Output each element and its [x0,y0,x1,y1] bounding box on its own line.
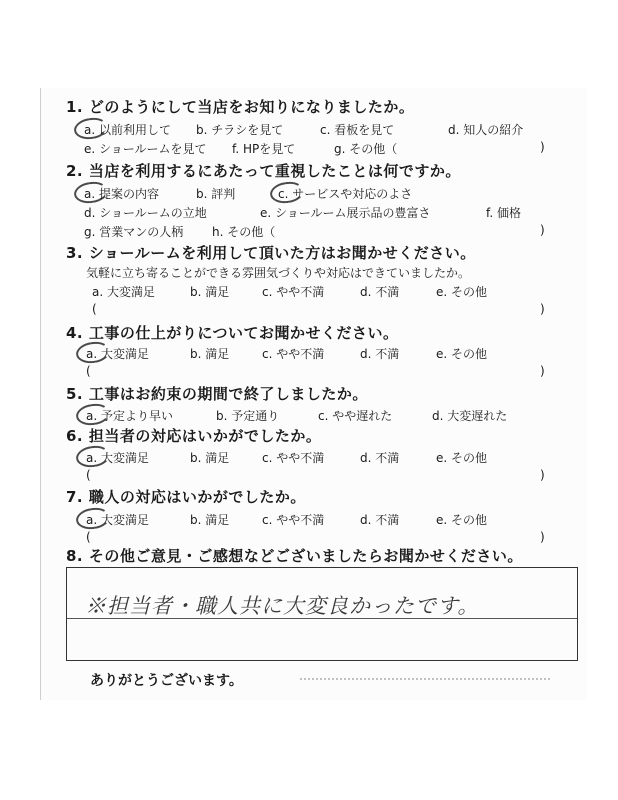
q4-option-e[interactable]: e. その他 [436,347,488,361]
q7-option-c[interactable]: c. やや不満 [262,513,325,527]
q5-option-b[interactable]: b. 予定通り [216,409,280,423]
q7-option-d[interactable]: d. 不満 [360,513,400,527]
q3-option-d[interactable]: d. 不満 [360,285,400,299]
q3-open-paren: ( [92,302,97,316]
thank-you-text: ありがとうございます。 [90,673,243,689]
q4-close-paren: ) [540,364,545,378]
comment-box-divider [67,618,577,619]
q5-option-d[interactable]: d. 大変遅れた [432,409,508,423]
question-6-title: 6. 担当者の対応はいかがでしたか。 [66,427,322,445]
q4-option-d[interactable]: d. 不満 [360,347,400,361]
q7-close-paren: ) [540,530,545,544]
question-8-title: 8. その他ご意見・ご感想などございましたらお聞かせください。 [66,547,523,565]
comment-box[interactable] [66,567,578,661]
q2-option-f[interactable]: f. 価格 [486,206,521,220]
question-7-title: 7. 職人の対応はいかがでしたか。 [66,488,306,506]
q1-option-c[interactable]: c. 看板を見て [320,123,395,137]
q3-option-a[interactable]: a. 大変満足 [92,285,155,299]
q4-option-c[interactable]: c. やや不満 [262,347,325,361]
q1-option-a[interactable]: a. 以前利用して [84,123,171,137]
faint-bleed-through [300,678,550,686]
q2-close-paren: ) [540,223,545,237]
q2-option-e[interactable]: e. ショールーム展示品の豊富さ [260,206,431,220]
q2-option-b[interactable]: b. 評判 [196,187,236,201]
q6-close-paren: ) [540,468,545,482]
q6-option-c[interactable]: c. やや不満 [262,451,325,465]
question-5-title: 5. 工事はお約束の期間で終了しましたか。 [66,385,368,403]
q2-option-g[interactable]: g. 営業マンの人柄 [84,225,184,239]
q1-option-f[interactable]: f. HPを見て [232,142,296,156]
q7-open-paren: ( [86,530,91,544]
question-3-subtitle: 気軽に立ち寄ることができる雰囲気づくりや対応はできていましたか。 [86,266,471,280]
question-2-title: 2. 当店を利用するにあたって重視したことは何ですか。 [66,162,461,180]
q1-option-g[interactable]: g. その他（ [334,142,398,156]
q1-option-b[interactable]: b. チラシを見て [196,123,284,137]
q2-option-d[interactable]: d. ショールームの立地 [84,206,207,220]
q2-option-a[interactable]: a. 提案の内容 [84,187,159,201]
q3-option-b[interactable]: b. 満足 [190,285,230,299]
q2-option-c[interactable]: c. サービスや対応のよさ [278,187,413,201]
q2-option-h[interactable]: h. その他（ [212,225,276,239]
q1-option-d[interactable]: d. 知人の紹介 [448,123,524,137]
q3-option-e[interactable]: e. その他 [436,285,488,299]
q4-option-b[interactable]: b. 満足 [190,347,230,361]
q4-open-paren: ( [86,364,91,378]
question-4-title: 4. 工事の仕上がりについてお聞かせください。 [66,324,399,342]
q4-option-a[interactable]: a. 大変満足 [86,347,149,361]
q5-option-a[interactable]: a. 予定より早い [86,409,173,423]
q6-option-b[interactable]: b. 満足 [190,451,230,465]
q3-option-c[interactable]: c. やや不満 [262,285,325,299]
q1-option-e[interactable]: e. ショールームを見て [84,142,207,156]
q7-option-e[interactable]: e. その他 [436,513,488,527]
q7-option-a[interactable]: a. 大変満足 [86,513,149,527]
question-3-title: 3. ショールームを利用して頂いた方はお聞かせください。 [66,244,476,262]
handwritten-comment: ※担当者・職人共に大変良かったです。 [85,594,480,618]
q6-open-paren: ( [86,468,91,482]
q5-option-c[interactable]: c. やや遅れた [318,409,393,423]
q6-option-e[interactable]: e. その他 [436,451,488,465]
question-1-title: 1. どのようにして当店をお知りになりましたか。 [66,98,415,116]
q3-close-paren: ) [540,302,545,316]
q1-close-paren: ) [540,140,545,154]
q7-option-b[interactable]: b. 満足 [190,513,230,527]
q6-option-a[interactable]: a. 大変満足 [86,451,149,465]
q6-option-d[interactable]: d. 不満 [360,451,400,465]
